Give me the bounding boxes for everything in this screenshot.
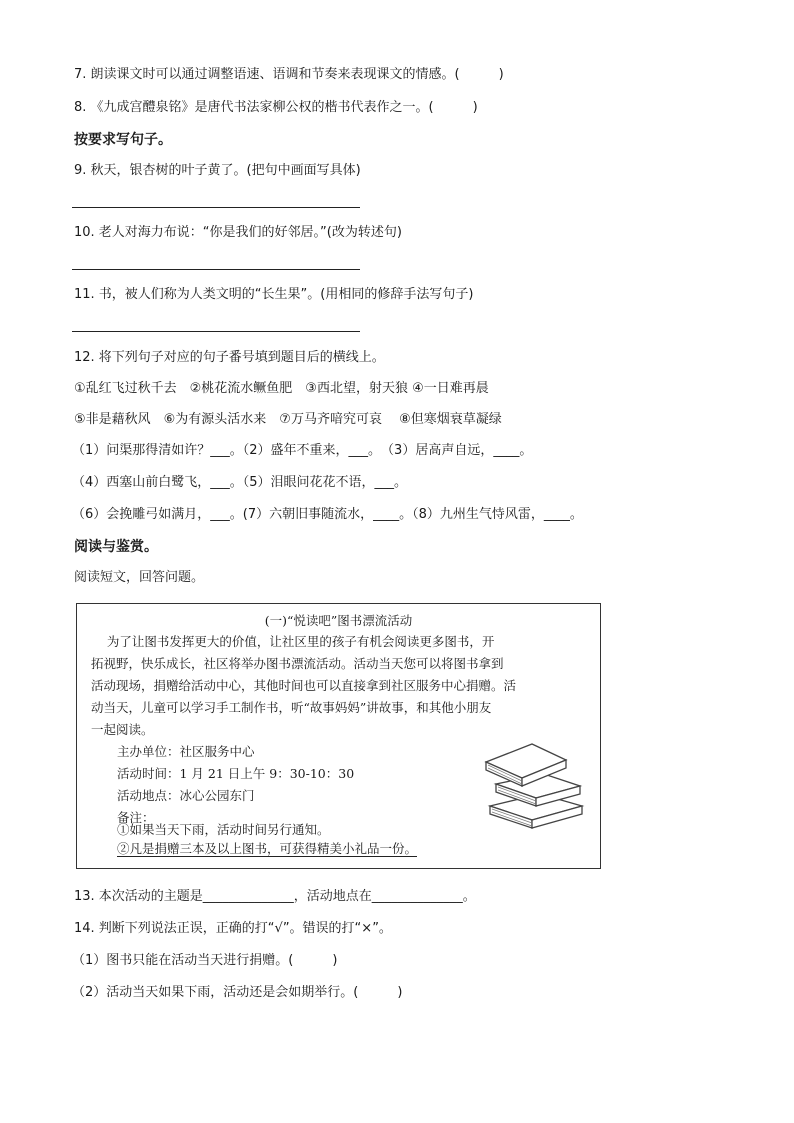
section-heading-write: 按要求写句子。: [74, 132, 172, 148]
question-12: 12. 将下列句子对应的句子番号填到题目后的横线上。: [74, 350, 385, 365]
answer-line-10[interactable]: [72, 269, 360, 270]
question-11: 11. 书，被人们称为人类文明的“长生果”。(用相同的修辞手法写句子): [74, 287, 474, 302]
reading-instruction: 阅读短文，回答问题。: [74, 570, 205, 585]
books-illustration: [482, 734, 587, 834]
question-13: 13. 本次活动的主题是______________，活动地点在______________。: [74, 889, 476, 904]
options-row-1: ①乱红飞过秋千去 ②桃花流水鳜鱼肥 ③西北望，射天狼 ④一日难再晨: [74, 381, 489, 396]
fill-row-2: （4）西塞山前白鹭飞，___。（5）泪眼问花花不语，___。: [72, 475, 408, 490]
answer-line-11[interactable]: [72, 331, 360, 332]
section-heading-read: 阅读与鉴赏。: [74, 539, 158, 555]
notice-remark: 备注：: [117, 810, 155, 825]
question-14: 14. 判断下列说法正误，正确的打“√”。错误的打“×”。: [74, 921, 392, 936]
notice-organizer: 主办单位：社区服务中心: [117, 744, 255, 759]
fill-row-3: （6）会挽雕弓如满月，___。(7）六朝旧事随流水，____。（8）九州生气恃风雷，____。: [72, 507, 583, 522]
question-14-1: （1）图书只能在活动当天进行捐赠。( ): [72, 953, 338, 968]
options-row-2: ⑤非是藉秋风 ⑥为有源头活水来 ⑦万马齐喑究可哀 ⑧但寒烟衰草凝绿: [74, 412, 502, 427]
notice-box: [76, 603, 601, 869]
notice-note-1: ①如果当天下雨，活动时间另行通知。: [117, 822, 330, 837]
notice-paragraph-line: 一起阅读。: [91, 722, 154, 737]
question-10: 10. 老人对海力布说：“你是我们的好邻居。”(改为转述句): [74, 225, 402, 240]
question-9: 9. 秋天，银杏树的叶子黄了。(把句中画面写具体): [74, 163, 361, 178]
notice-paragraph-line: 活动现场，捐赠给活动中心，其他时间也可以直接拿到社区服务中心捐赠。活: [91, 678, 517, 693]
question-14-2: （2）活动当天如果下雨，活动还是会如期举行。( ): [72, 985, 403, 1000]
question-8: 8. 《九成宫醴泉铭》是唐代书法家柳公权的楷书代表作之一。( ): [74, 100, 478, 115]
answer-line-9[interactable]: [72, 207, 360, 208]
question-7: 7. 朗读课文时可以通过调整语速、语调和节奏来表现课文的情感。( ): [74, 67, 504, 82]
notice-place: 活动地点：冰心公园东门: [117, 788, 255, 803]
notice-note-2: [117, 839, 417, 859]
fill-row-1: （1）问渠那得清如许？___。（2）盛年不重来，___。 （3）居高声自远，____。: [72, 443, 533, 458]
notice-paragraph-line: 拓视野，快乐成长，社区将举办图书漂流活动。活动当天您可以将图书拿到: [91, 656, 504, 671]
notice-time: 活动时间：1 月 21 日上午 9：30-10：30: [117, 766, 355, 781]
notice-note-2-text: ②凡是捐赠三本及以上图书，可获得精美小礼品一份。: [117, 841, 418, 856]
notice-title: (一)“悦读吧”图书漂流活动: [264, 613, 413, 628]
notice-paragraph-line: 动当天，儿童可以学习手工制作书，听“故事妈妈”讲故事，和其他小朋友: [91, 700, 492, 715]
notice-paragraph-line: 为了让图书发挥更大的价值，让社区里的孩子有机会阅读更多图书，开: [91, 634, 495, 649]
